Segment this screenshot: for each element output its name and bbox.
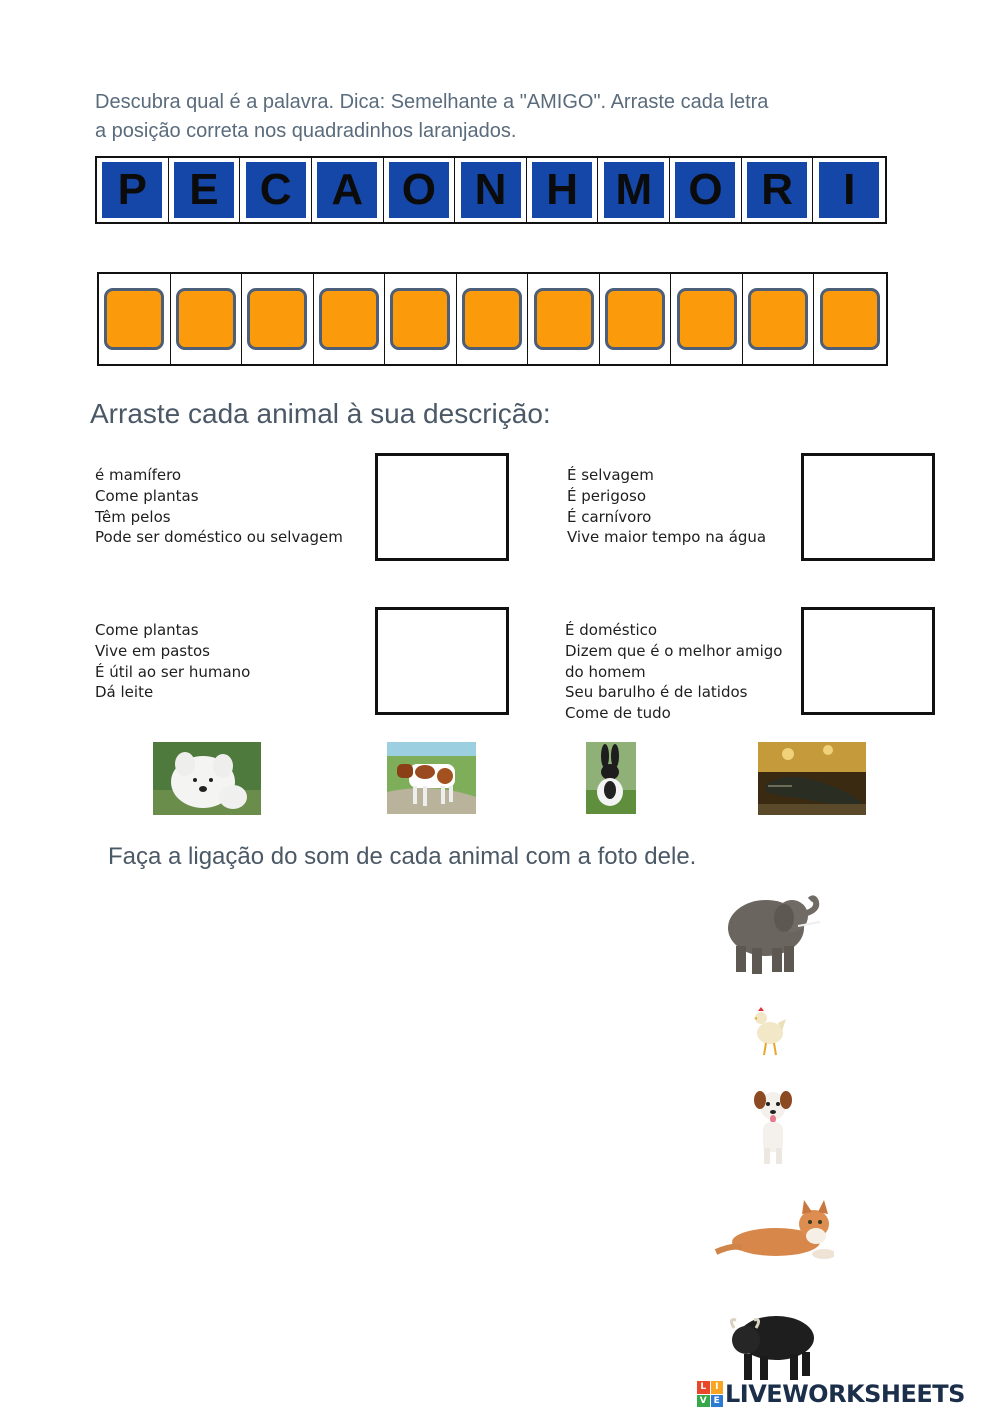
letter-cell	[384, 158, 456, 222]
letter-tile-o[interactable]: O	[389, 162, 449, 218]
animal-drop-box-4[interactable]	[801, 607, 935, 715]
puppy-image	[153, 742, 261, 815]
description-crocodile	[567, 465, 766, 548]
description-line: Vive em pastos	[95, 641, 210, 660]
drop-cell	[171, 274, 243, 364]
letter-cell	[455, 158, 527, 222]
letter-tile-p[interactable]: P	[102, 162, 162, 218]
crocodile-image	[758, 742, 866, 815]
logo-letter: I	[711, 1381, 724, 1394]
drop-cell	[743, 274, 815, 364]
drop-cell	[671, 274, 743, 364]
drop-cell	[457, 274, 529, 364]
letter-tile-m[interactable]: M	[604, 162, 664, 218]
description-line: Pode ser doméstico ou selvagem	[95, 528, 343, 547]
letter-tile-c[interactable]: C	[246, 162, 306, 218]
letter-cell	[598, 158, 670, 222]
letter-tile-o-2[interactable]: O	[675, 162, 735, 218]
logo-letter: E	[711, 1395, 724, 1408]
letter-drop-slot-7[interactable]	[534, 288, 594, 350]
animal-drop-box-1[interactable]	[375, 453, 509, 561]
cat-icon	[714, 1200, 834, 1262]
description-line: É útil ao ser humano	[95, 662, 251, 681]
dog-icon	[752, 1088, 794, 1166]
animal-drop-box-2[interactable]	[801, 453, 935, 561]
drop-cell	[528, 274, 600, 364]
drop-cell	[814, 274, 886, 364]
sound-matching-heading: Faça a ligação do som de cada animal com a foto dele.	[108, 843, 697, 870]
description-dog	[565, 620, 782, 724]
letter-tile-n[interactable]: N	[461, 162, 521, 218]
letter-cell	[813, 158, 885, 222]
cow-image	[387, 742, 476, 814]
letter-drop-slot-4[interactable]	[319, 288, 379, 350]
drop-cell	[99, 274, 171, 364]
letter-cell	[312, 158, 384, 222]
letter-cell	[169, 158, 241, 222]
letter-drop-slot-11[interactable]	[820, 288, 880, 350]
letter-drop-slot-8[interactable]	[605, 288, 665, 350]
letter-tiles-row	[95, 156, 887, 224]
description-line: Come de tudo	[565, 704, 671, 723]
letter-cell	[527, 158, 599, 222]
puppy-photo[interactable]	[153, 742, 261, 815]
word-puzzle-instructions	[95, 88, 925, 146]
letter-cell	[97, 158, 169, 222]
drop-cell	[385, 274, 457, 364]
description-line: é mamífero	[95, 466, 182, 484]
logo-letter: L	[697, 1381, 710, 1394]
instructions-line-2: a posição correta nos quadradinhos laranjados.	[95, 120, 517, 142]
dog-image[interactable]	[752, 1088, 794, 1166]
letter-drop-slot-10[interactable]	[748, 288, 808, 350]
bull-icon	[724, 1300, 820, 1384]
cow-photo[interactable]	[387, 742, 476, 814]
letter-tile-e[interactable]: E	[174, 162, 234, 218]
description-line: Seu barulho é de latidos	[565, 683, 748, 702]
description-line: É selvagem	[567, 466, 654, 484]
description-line: do homem	[565, 662, 646, 681]
crocodile-photo[interactable]	[758, 742, 866, 815]
description-line: Dizem que é o melhor amigo	[565, 641, 783, 660]
liveworksheets-wordmark: LIVEWORKSHEETS	[725, 1380, 965, 1408]
animal-drop-box-3[interactable]	[375, 607, 509, 715]
description-line: É perigoso	[567, 486, 647, 505]
description-cow	[95, 620, 250, 703]
elephant-icon	[720, 888, 824, 976]
letter-tile-h[interactable]: H	[532, 162, 592, 218]
letter-tile-a[interactable]: A	[317, 162, 377, 218]
letter-drop-slot-1[interactable]	[104, 288, 164, 350]
description-line: É doméstico	[565, 621, 658, 639]
chicken-image[interactable]	[752, 1005, 788, 1057]
description-line: Come plantas	[95, 486, 199, 505]
letter-tile-r[interactable]: R	[747, 162, 807, 218]
letter-drop-slot-6[interactable]	[462, 288, 522, 350]
logo-letter: V	[697, 1395, 710, 1408]
drop-cell	[314, 274, 386, 364]
description-rabbit	[95, 465, 343, 548]
description-line: Vive maior tempo na água	[567, 528, 767, 547]
description-line: É carnívoro	[567, 507, 652, 526]
letter-drop-slot-2[interactable]	[176, 288, 236, 350]
letter-cell	[670, 158, 742, 222]
letter-tile-i[interactable]: I	[819, 162, 879, 218]
letter-cell	[240, 158, 312, 222]
letter-drop-slot-9[interactable]	[677, 288, 737, 350]
drop-cell	[600, 274, 672, 364]
chicken-icon	[752, 1005, 788, 1057]
liveworksheets-logo-icon	[697, 1381, 723, 1407]
drop-cell	[242, 274, 314, 364]
elephant-image[interactable]	[720, 888, 824, 976]
liveworksheets-logo	[697, 1378, 965, 1410]
rabbit-photo[interactable]	[586, 742, 636, 814]
bull-image[interactable]	[724, 1300, 820, 1384]
animal-description-heading: Arraste cada animal à sua descrição:	[90, 398, 551, 429]
letter-drop-slot-5[interactable]	[390, 288, 450, 350]
letter-drop-slot-3[interactable]	[247, 288, 307, 350]
letter-drop-row	[97, 272, 888, 366]
instructions-line-1: Descubra qual é a palavra. Dica: Semelhante a "AMIGO". Arraste cada letra	[95, 91, 769, 113]
description-line: Dá leite	[95, 683, 154, 702]
rabbit-image	[586, 742, 636, 814]
cat-image[interactable]	[714, 1200, 834, 1262]
letter-cell	[742, 158, 814, 222]
description-line: Come plantas	[95, 621, 199, 639]
description-line: Têm pelos	[95, 507, 171, 526]
